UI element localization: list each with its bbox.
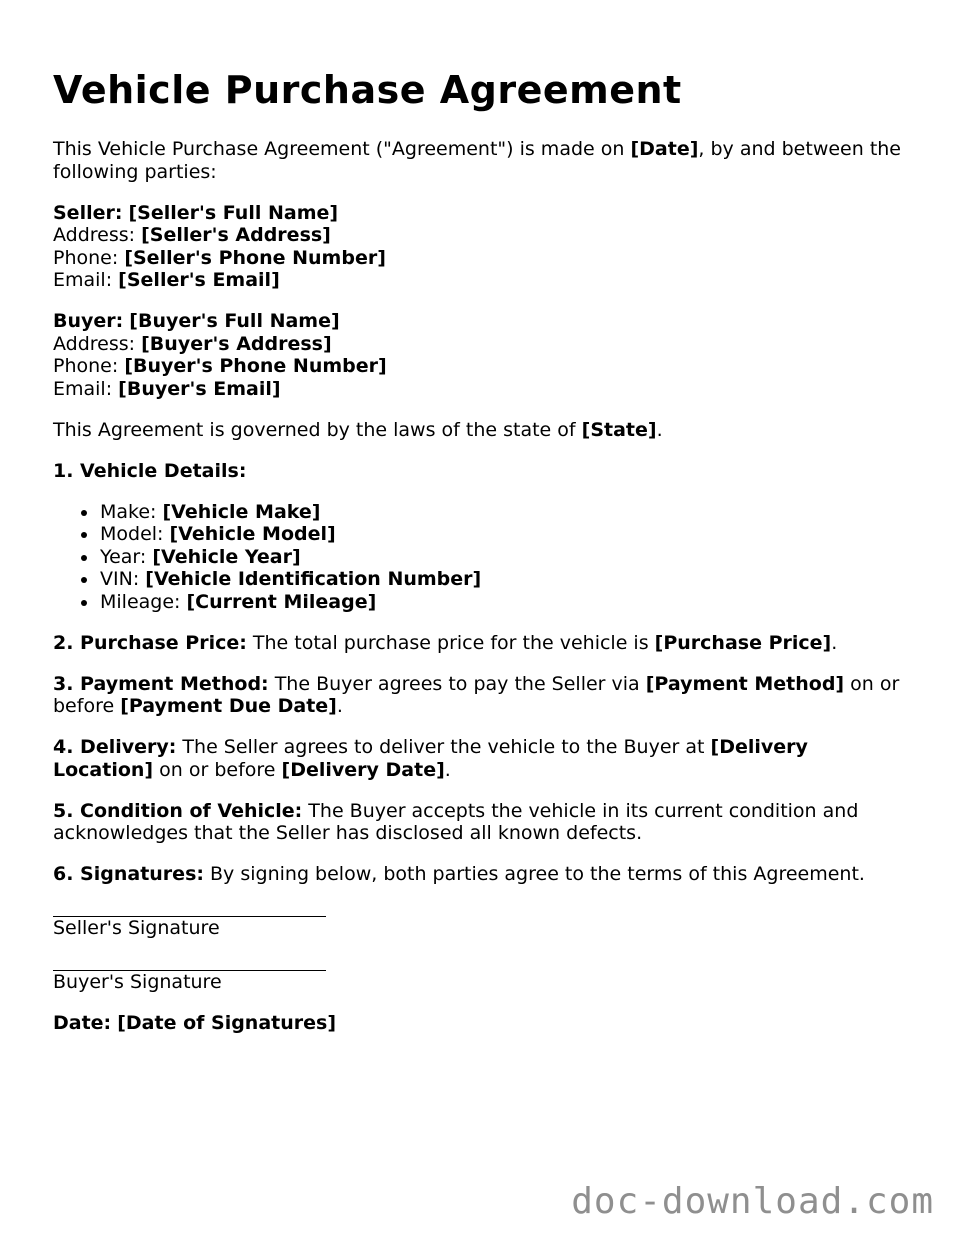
- payment-due-date-placeholder: [Payment Due Date]: [120, 695, 337, 717]
- seller-block: [53, 202, 913, 292]
- seller-signature-caption: Seller's Signature: [53, 916, 220, 939]
- governing-law-state: [State]: [581, 418, 657, 441]
- buyer-signature-caption: Buyer's Signature: [53, 971, 222, 993]
- vehicle-vin-value: [Vehicle Identification Number]: [145, 568, 482, 590]
- document-body: [53, 138, 913, 1053]
- seller-address: [Seller's Address]: [141, 224, 331, 246]
- section-6-paragraph: [53, 863, 913, 886]
- intro-date-placeholder: [Date]: [630, 138, 699, 160]
- list-item: [100, 546, 913, 569]
- payment-method-placeholder: [Payment Method]: [645, 672, 845, 695]
- watermark: doc-download.com: [571, 1181, 934, 1222]
- list-item: [100, 591, 913, 614]
- section-4-text-middle: on or before: [153, 758, 282, 781]
- section-2-period: .: [831, 631, 838, 654]
- buyer-email: [Buyer's Email]: [118, 377, 281, 400]
- seller-name: [Seller's Full Name]: [128, 201, 339, 224]
- vehicle-mileage-value: [Current Mileage]: [186, 590, 377, 613]
- buyer-block: [53, 310, 913, 400]
- signature-date-label: Date:: [53, 1011, 112, 1034]
- buyer-phone-label: Phone:: [53, 355, 119, 377]
- section-4-text: The Seller agrees to deliver the vehicle to the Buyer at: [176, 736, 711, 758]
- seller-signature-line[interactable]: [53, 903, 326, 917]
- buyer-phone: [Buyer's Phone Number]: [124, 355, 387, 377]
- section-1-heading: [53, 460, 913, 483]
- section-2-text: The total purchase price for the vehicle is: [246, 631, 655, 654]
- vehicle-vin-label: VIN:: [100, 568, 140, 590]
- intro-paragraph: [53, 138, 913, 183]
- document-title: Vehicle Purchase Agreement: [53, 68, 682, 112]
- section-5-text: The Buyer accepts the vehicle in its current condition and acknowledges that the Seller has disclosed all known defects.: [53, 799, 859, 844]
- delivery-location-placeholder: [Delivery Location]: [53, 736, 808, 781]
- buyer-signature-line[interactable]: [53, 957, 326, 971]
- intro-text-before: This Vehicle Purchase Agreement ("Agreement") is made on: [53, 138, 631, 160]
- section-3-text-middle: on or before: [53, 672, 900, 717]
- seller-label: Seller:: [53, 201, 123, 224]
- signature-date-value: [Date of Signatures]: [117, 1011, 337, 1034]
- signature-date: [53, 1012, 913, 1035]
- buyer-address: [Buyer's Address]: [141, 332, 332, 355]
- section-4-title: 4. Delivery:: [53, 736, 177, 758]
- purchase-price-placeholder: [Purchase Price]: [654, 631, 832, 654]
- vehicle-make-label: Make:: [100, 500, 157, 523]
- vehicle-year-value: [Vehicle Year]: [152, 545, 301, 568]
- section-4-paragraph: [53, 736, 913, 781]
- vehicle-model-label: Model:: [100, 523, 164, 545]
- intro-text-after: , by and between the following parties:: [53, 138, 901, 183]
- section-4-period: .: [444, 758, 451, 781]
- vehicle-make-value: [Vehicle Make]: [162, 500, 321, 523]
- buyer-label: Buyer:: [53, 310, 124, 332]
- seller-phone: [Seller's Phone Number]: [124, 246, 386, 269]
- seller-phone-label: Phone:: [53, 246, 119, 269]
- vehicle-year-label: Year:: [100, 545, 147, 568]
- buyer-signature-block: [53, 957, 913, 994]
- seller-signature-block: [53, 903, 913, 940]
- governing-law-paragraph: [53, 419, 913, 442]
- section-3-period: .: [336, 695, 343, 717]
- section-3-paragraph: [53, 673, 913, 718]
- buyer-name: [Buyer's Full Name]: [129, 310, 340, 332]
- governing-law-text: This Agreement is governed by the laws of the state of: [53, 418, 582, 441]
- section-3-text: The Buyer agrees to pay the Seller via: [268, 672, 646, 695]
- section-1-title: 1. Vehicle Details:: [53, 459, 247, 482]
- section-6-text: By signing below, both parties agree to the terms of this Agreement.: [203, 863, 865, 885]
- governing-law-period: .: [656, 418, 663, 441]
- list-item: [100, 501, 913, 524]
- buyer-address-label: Address:: [53, 332, 136, 355]
- vehicle-model-value: [Vehicle Model]: [169, 523, 336, 545]
- list-item: [100, 568, 913, 591]
- list-item: [100, 523, 913, 546]
- delivery-date-placeholder: [Delivery Date]: [281, 758, 445, 781]
- section-3-title: 3. Payment Method:: [53, 672, 269, 695]
- vehicle-details-list: [53, 501, 913, 614]
- section-2-title: 2. Purchase Price:: [53, 631, 247, 654]
- section-6-title: 6. Signatures:: [53, 863, 204, 885]
- section-5-paragraph: [53, 800, 913, 845]
- seller-address-label: Address:: [53, 224, 136, 246]
- seller-email: [Seller's Email]: [118, 269, 280, 291]
- buyer-email-label: Email:: [53, 377, 113, 400]
- section-2-paragraph: [53, 632, 913, 655]
- seller-email-label: Email:: [53, 269, 113, 291]
- section-5-title: 5. Condition of Vehicle:: [53, 799, 303, 822]
- vehicle-mileage-label: Mileage:: [100, 590, 181, 613]
